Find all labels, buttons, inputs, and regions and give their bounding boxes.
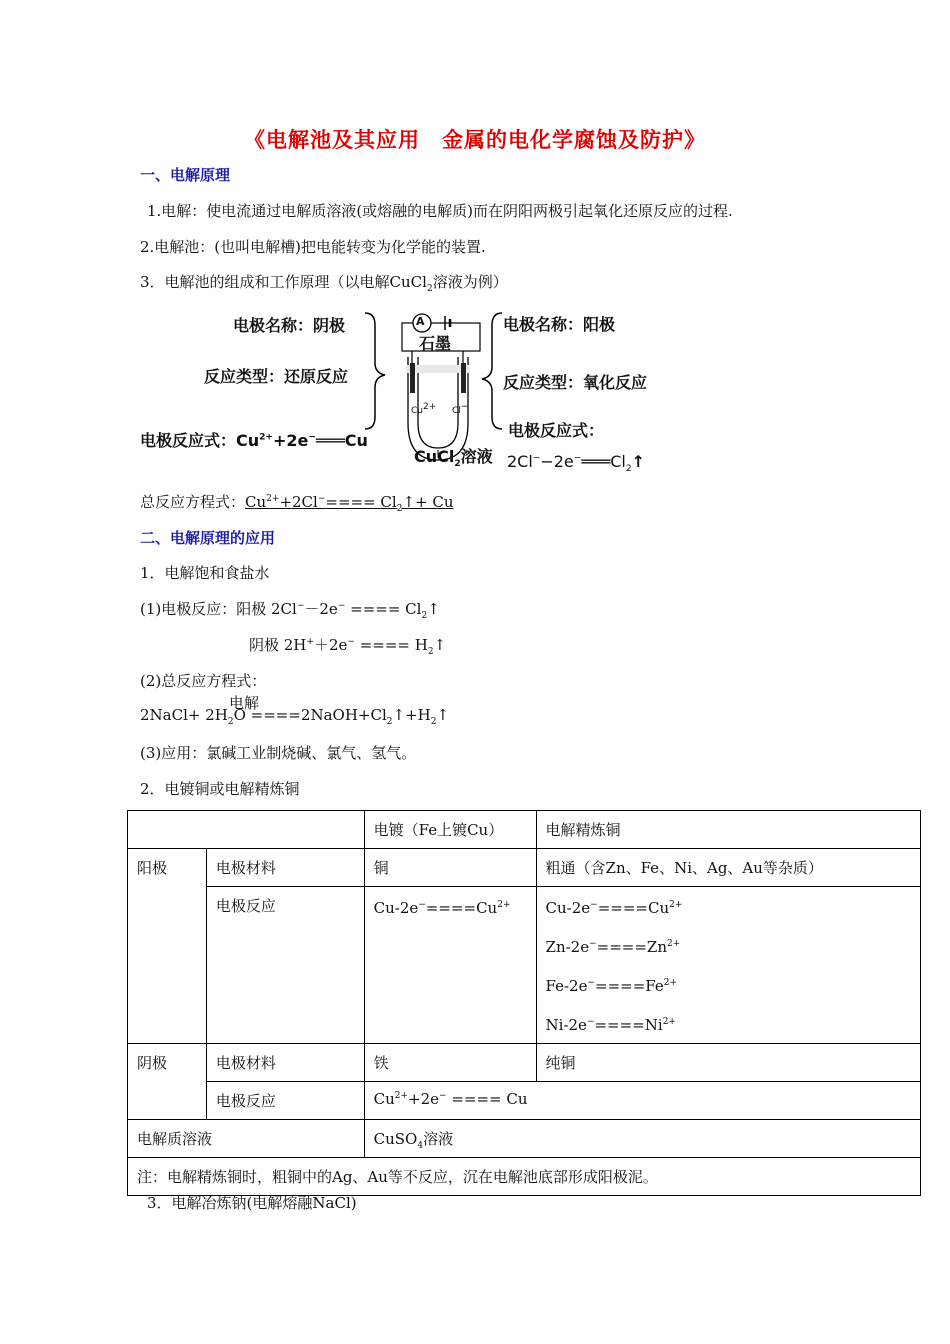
superscript: 2+ [497, 900, 511, 910]
text-part: +2e [408, 1090, 440, 1108]
text-part: ====Cu [425, 899, 498, 917]
table-row [128, 1120, 921, 1158]
text-part: O ====2NaOH+Cl [233, 706, 387, 724]
subscript: 2 [426, 284, 433, 294]
total-equation [245, 493, 454, 514]
text-part: 溶液 [460, 447, 493, 466]
table-row [128, 849, 921, 887]
section-heading-principle: 一、电解原理 [140, 166, 231, 184]
table-cell: 铜 [364, 849, 536, 887]
text-part: ＋2e [313, 636, 348, 654]
superscript: 2+ [667, 939, 681, 949]
superscript: − [317, 494, 326, 504]
table-row [128, 1158, 921, 1196]
anode-reaction-line [140, 598, 440, 621]
table-cell: 电极材料 [206, 849, 364, 887]
table-header: 电解精炼铜 [536, 811, 920, 849]
table-cell: 纯铜 [536, 1044, 920, 1082]
superscript: − [308, 432, 316, 443]
definition-cell: 2.电解池：(也叫电解槽)把电能转变为化学能的装置. [140, 238, 486, 256]
table-cell: 电极反应 [206, 887, 364, 1044]
text-part: Cl [452, 406, 461, 416]
text-part: 2NaCl+ 2H [140, 706, 228, 724]
text-part: 溶液为例） [432, 273, 508, 291]
table-row [128, 1082, 921, 1120]
text-part: 3．电解池的组成和工作原理（以电解CuCl [140, 273, 427, 291]
superscript: − [296, 601, 305, 611]
superscript: − [418, 900, 426, 910]
table-cell: 电极反应 [206, 1082, 364, 1120]
superscript: − [586, 1017, 595, 1027]
superscript: 2+ [662, 1017, 676, 1027]
text-part: CuSO [373, 1130, 418, 1148]
chlor-alkali-application: (3)应用：氯碱工业制烧碱、氯气、氢气。 [140, 744, 417, 762]
text-part: Cu [373, 1090, 395, 1108]
text-part: ==== H [354, 636, 428, 654]
superscript: 2+ [259, 432, 273, 443]
table-cell [364, 1082, 920, 1120]
table-cell: 电极材料 [206, 1044, 364, 1082]
table-cell: 电解质溶液 [128, 1120, 365, 1158]
superscript: − [573, 453, 582, 464]
subscript: 2 [430, 717, 437, 727]
table-cell: 阴极 [128, 1044, 207, 1120]
text-part: ====Cu [597, 899, 670, 917]
cathode-electrode [410, 363, 415, 393]
right-brace [482, 313, 502, 429]
table-cell [364, 1120, 920, 1158]
text-part: ====Fe [595, 977, 664, 995]
text-part: ═══Cl [581, 452, 626, 471]
subscript: 2 [454, 459, 461, 470]
superscript: 2+ [669, 900, 683, 910]
section-heading-applications: 二、电解原理的应用 [140, 529, 276, 547]
text-part: Cu-2e [373, 899, 419, 917]
copper-plating-heading: 2．电镀铜或电解精炼铜 [140, 780, 300, 798]
text-part: 2Cl [507, 452, 533, 471]
table-row [128, 811, 921, 849]
subscript: 2 [227, 717, 234, 727]
text-part: +2Cl [279, 493, 318, 511]
refine-reaction [546, 1004, 911, 1043]
table-cell [128, 811, 365, 849]
superscript: − [587, 978, 596, 988]
superscript: + [306, 637, 314, 647]
brine-total-equation [140, 706, 449, 727]
text-part: ====Zn [596, 938, 667, 956]
page-title: 《电解池及其应用 金属的电化学腐蚀及防护》 [244, 128, 706, 152]
table-row [128, 887, 921, 1044]
subscript: 4 [417, 1141, 424, 1151]
anode-equation [507, 452, 645, 474]
cathode-equation [140, 428, 368, 451]
text-part: Zn-2e [545, 938, 590, 956]
text-part: ====Ni [594, 1016, 663, 1034]
text-part: 溶液 [423, 1130, 454, 1148]
table-note: 注：电解精炼铜时，粗铜中的Ag、Au等不反应，沉在电解池底部形成阳极泥。 [128, 1158, 921, 1196]
text-part: Ni-2e [545, 1016, 587, 1034]
total-reaction [140, 491, 453, 514]
text-part: CuCl [414, 447, 455, 466]
text-part: Fe-2e [545, 977, 588, 995]
refine-reaction [546, 926, 911, 965]
subscript: 2 [625, 464, 632, 475]
refine-reaction [546, 965, 911, 1004]
ammeter-label: A [416, 315, 425, 328]
text-part: ═══Cu [315, 431, 368, 450]
text-part: ==== Cl [325, 493, 397, 511]
text-part: Cu-2e [545, 899, 591, 917]
text-part: ↑ [436, 706, 450, 724]
text-part: ==== Cu [446, 1090, 528, 1108]
anode-equation-label: 电极反应式： [508, 421, 605, 440]
superscript: − [589, 939, 597, 949]
superscript: − [337, 601, 346, 611]
anode-reaction-type: 反应类型：氧化反应 [503, 373, 648, 392]
superscript: − [347, 637, 355, 647]
subscript: 2 [386, 717, 393, 727]
sodium-smelting-heading: 3．电解冶炼钠(电解熔融NaCl) [147, 1194, 357, 1212]
graphite-label: 石墨 [419, 334, 452, 353]
table-row [128, 1044, 921, 1082]
text-part: (1)电极反应：阳极 2Cl [140, 600, 297, 618]
table-cell [364, 887, 536, 1044]
arrow-up: ↑ [631, 452, 645, 471]
solution-label [414, 444, 493, 469]
superscript: − [590, 900, 598, 910]
text-part: 电极反应式：Cu [140, 431, 260, 450]
subscript: 2 [421, 611, 428, 621]
text-part: 阴极 2H [249, 636, 307, 654]
text-part: ↑+ Cu [402, 493, 454, 511]
text-part: 总反应方程式： [140, 493, 246, 511]
refine-reaction [546, 887, 911, 926]
subscript: 2 [396, 504, 403, 514]
cathode-name: 电极名称：阴极 [233, 316, 346, 335]
ion-cu-label [411, 402, 436, 416]
text-part: Cu [245, 493, 267, 511]
table-cell: 粗通（含Zn、Fe、Ni、Ag、Au等杂质） [536, 849, 920, 887]
electrolysis-condition: 电解 [229, 694, 260, 712]
solution-level [406, 365, 470, 373]
brine-heading: 1．电解饱和食盐水 [140, 564, 270, 582]
text-part: +2e [272, 431, 309, 450]
cathode-reaction-line [249, 634, 446, 657]
superscript: 2+ [266, 494, 280, 504]
superscript: 2+ [394, 1091, 409, 1101]
superscript: − [439, 1091, 447, 1101]
superscript: 2+ [423, 402, 437, 412]
plating-refining-table [127, 810, 921, 1196]
superscript: − [460, 402, 469, 412]
table-header: 电镀（Fe上镀Cu） [364, 811, 536, 849]
subscript: 2 [427, 647, 434, 657]
superscript: 2+ [663, 978, 678, 988]
arrow-up: ↑ [427, 600, 440, 618]
ion-cl-label [452, 402, 468, 416]
cathode-reaction-type: 反应类型：还原反应 [204, 367, 349, 386]
definition-electrolysis: 1.电解：使电流通过电解质溶液(或熔融的电解质)而在阴阳两极引起氧化还原反应的过程. [147, 202, 733, 220]
table-cell: 铁 [364, 1044, 536, 1082]
anode-electrode [461, 363, 466, 393]
text-part: Cu [411, 406, 423, 416]
text-part: −2e [540, 452, 574, 471]
table-cell [536, 887, 920, 1044]
superscript: − [532, 453, 541, 464]
text-part: －2e [304, 600, 338, 618]
total-reaction-heading: (2)总反应方程式： [140, 672, 267, 690]
table-cell: 阳极 [128, 849, 207, 1044]
text-part: ↑+H [392, 706, 431, 724]
text-part: ==== Cl [345, 600, 422, 618]
arrow-up: ↑ [433, 636, 447, 654]
left-brace [365, 313, 385, 429]
anode-name: 电极名称：阳极 [503, 315, 616, 334]
cell-composition-heading [140, 271, 508, 294]
